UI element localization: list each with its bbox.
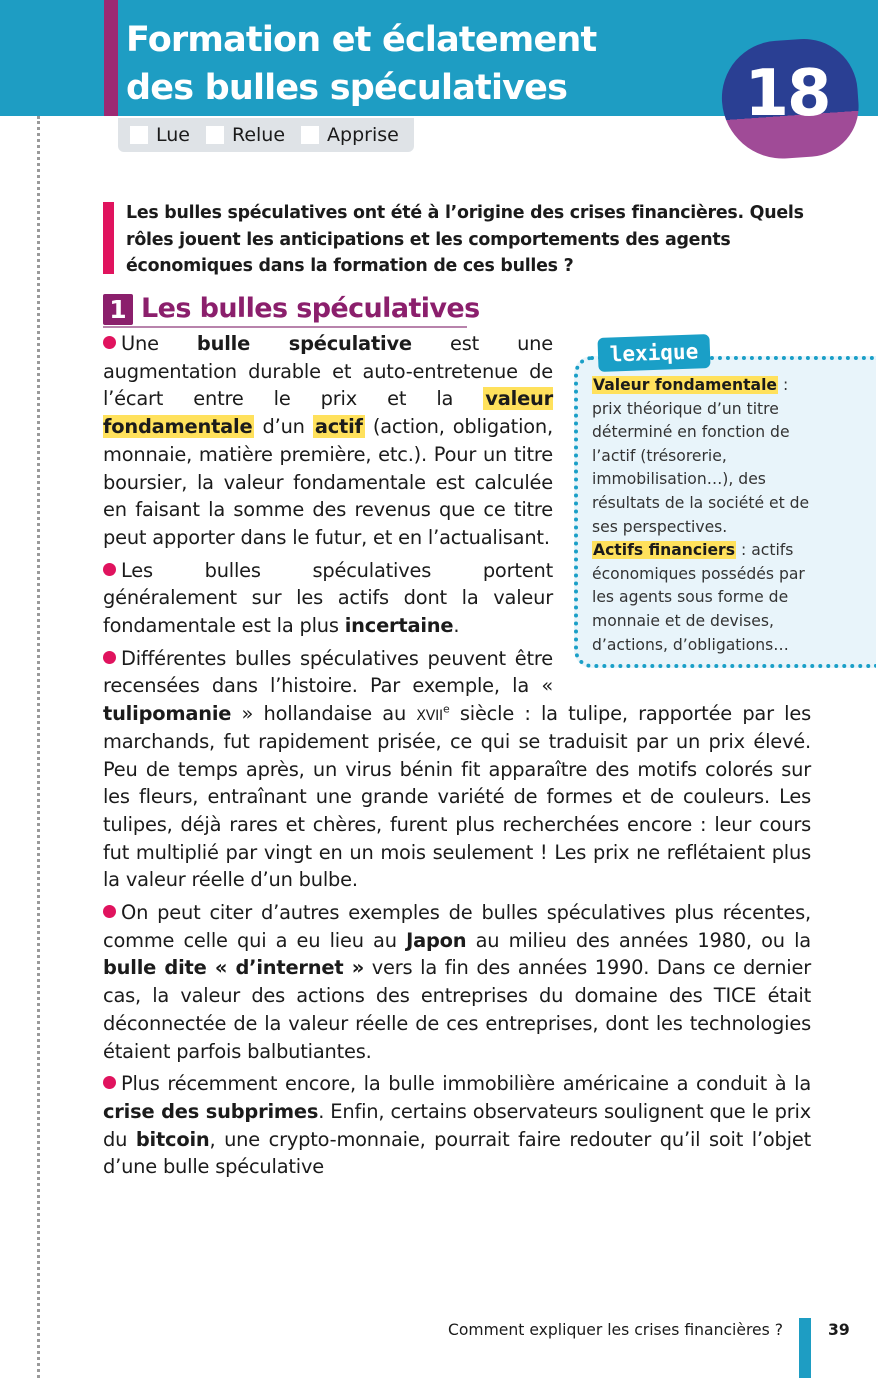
- text: Une: [121, 332, 197, 355]
- highlighted-term: valeur fondamentale: [103, 387, 553, 439]
- section-underline: [103, 326, 467, 328]
- status-apprise-checkbox[interactable]: [301, 126, 319, 144]
- lexique-term: Actifs financiers: [593, 541, 736, 560]
- header-accent-bar: [104, 0, 118, 116]
- bullet-icon: [103, 1076, 116, 1089]
- status-apprise-label: Apprise: [327, 124, 399, 146]
- paragraph: [103, 1070, 811, 1181]
- bold-term: bitcoin: [135, 1127, 210, 1151]
- text: est une augmentation durable et auto-entretenue de l’écart entre le prix et la: [103, 332, 554, 411]
- text: . Enfin, certains observateurs soulignent que le prix du: [103, 1099, 811, 1151]
- margin-dashed-line: [37, 116, 40, 1378]
- bold-term: tulipomanie: [103, 702, 232, 726]
- lexique-label: lexique: [597, 334, 710, 372]
- status-lue[interactable]: [130, 124, 190, 146]
- section-title: Les bulles spéculatives: [141, 293, 480, 324]
- page-title-line-1: Formation et éclatement: [126, 20, 597, 60]
- intro-question: Les bulles spéculatives ont été à l’origine des crises financières. Quels rôles jouent les anticipations et les comportements des agents économiques dans la formation de ces bulles ?: [126, 203, 804, 276]
- page-number: 39: [828, 1321, 850, 1339]
- footer-chapter-title: Comment expliquer les crises financières ?: [448, 1321, 783, 1339]
- page-title-line-2: des bulles spéculatives: [126, 68, 568, 108]
- status-relue[interactable]: [206, 124, 285, 146]
- status-relue-label: Relue: [231, 124, 286, 146]
- lexique-definition: : prix théorique d’un titre déterminé en fonction de l’actif (trésorerie, immobilisation…), des résultats de la société et de ses perspectives.: [592, 376, 810, 536]
- footer-bar: [799, 1318, 811, 1378]
- text: Les bulles spéculatives portent généralement sur les actifs dont la valeur fondamentale est la plus: [103, 558, 553, 638]
- reading-status-bar: [118, 118, 414, 152]
- paragraph: [103, 899, 811, 1065]
- bold-term: bulle dite « d’internet »: [103, 956, 365, 980]
- text: , une crypto-monnaie, pourrait faire redouter qu’il soit l’objet d’une bulle spéculative: [103, 1127, 811, 1179]
- text: .: [453, 614, 460, 638]
- text: » hollandaise au: [231, 702, 417, 726]
- page-title: [126, 16, 706, 112]
- superscript: e: [443, 702, 450, 716]
- section-number: 1: [103, 294, 133, 325]
- text: Différentes bulles spéculatives peuvent être recensées dans l’histoire. Par exemple, la «: [103, 646, 553, 698]
- text: On peut citer d’autres exemples de bulles spéculatives plus récentes, comme celle qui a eu lieu au: [103, 901, 811, 952]
- bold-term: bulle spéculative: [196, 332, 412, 355]
- chapter-number: 18: [744, 57, 830, 131]
- highlighted-term: actif: [314, 415, 363, 439]
- text: Plus récemment encore, la bulle immobilière américaine a conduit à la: [121, 1072, 811, 1096]
- lexique-term: Valeur fondamentale: [593, 376, 777, 394]
- lexique-definition: : actifs économiques possédés par les agents sous forme de monnaie et de devises, d’actions, d’obligations…: [592, 541, 805, 654]
- status-lue-checkbox[interactable]: [130, 126, 148, 144]
- intro-accent-bar: [103, 202, 114, 274]
- status-apprise[interactable]: [301, 124, 399, 146]
- text: siècle : la tulipe, rapportée par les marchands, fut rapidement prisée, ce qui se traduisit par un prix élevé. Peu de temps après, un virus bénin fit apparaître des motifs colorés sur les fleurs, entraînant une grande variété de formes et de couleurs. Les tulipes, déjà rares et chères, furent plus recherchées encore : leur cours fut multiplié par vingt en un mois seulement ! Les prix ne reflétaient plus la valeur réelle d’un bulbe.: [103, 702, 811, 892]
- bold-term: Japon: [406, 928, 467, 952]
- text: d’un: [254, 415, 313, 439]
- bold-term: incertaine: [344, 614, 454, 638]
- text: (action, obligation, monnaie, matière première, etc.). Pour un titre boursier, la valeur fondamentale est calculée en faisant la somme des revenus que ce titre peut apporter dans le futur, et en l’actualisant.: [103, 415, 553, 549]
- body-text: [103, 330, 811, 1186]
- bullet-icon: [103, 563, 116, 576]
- lexique-spacer: [563, 330, 811, 700]
- bullet-icon: [103, 905, 116, 918]
- bullet-icon: [103, 651, 116, 664]
- text: vers la fin des années 1990. Dans ce dernier cas, la valeur des actions des entreprises du domaine des TICE était déconnectée de la valeur réelle de ces entreprises, dont les technologies étaient parfois balbutiantes.: [103, 956, 811, 1063]
- status-relue-checkbox[interactable]: [206, 126, 224, 144]
- text: au milieu des années 1980, ou la: [466, 928, 811, 952]
- status-lue-label: Lue: [156, 124, 190, 146]
- century: xvii: [416, 702, 443, 726]
- bold-term: crise des subprimes: [103, 1099, 319, 1123]
- bullet-icon: [103, 336, 116, 349]
